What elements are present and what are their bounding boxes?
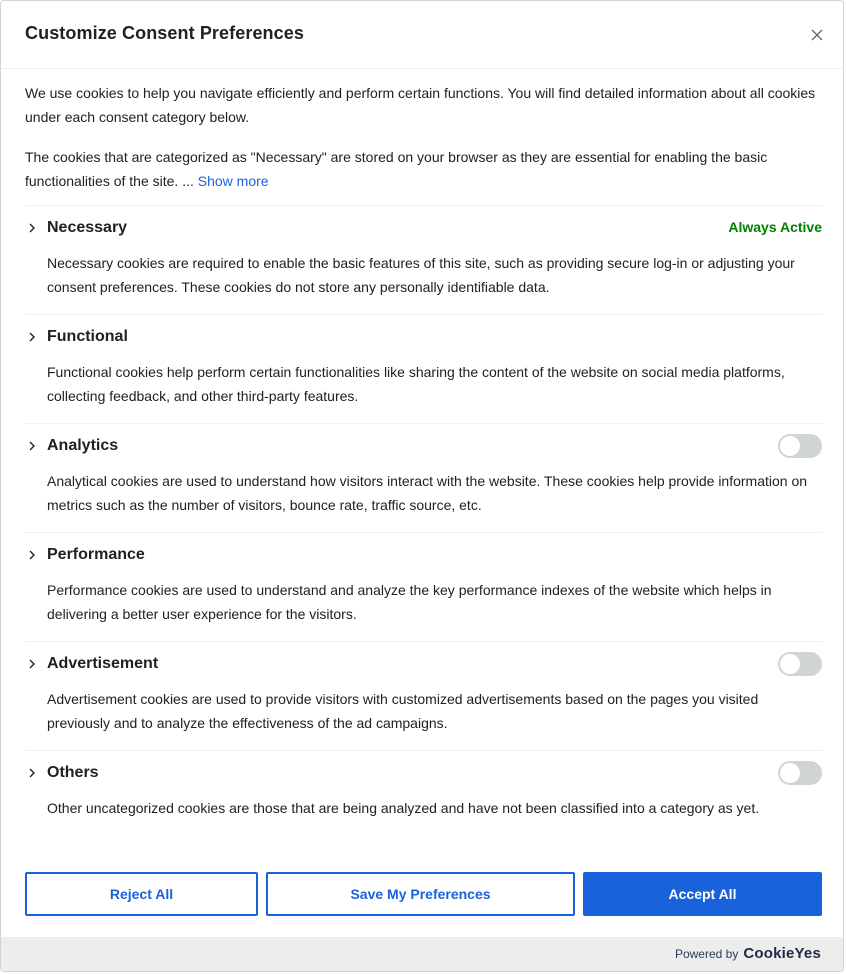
toggle-knob: [780, 654, 800, 674]
accept-all-button[interactable]: Accept All: [583, 872, 822, 916]
category-header[interactable]: [25, 652, 822, 676]
close-button[interactable]: [805, 23, 829, 47]
category-list: [25, 205, 822, 859]
chevron-right-icon[interactable]: [25, 221, 39, 235]
show-more-link[interactable]: Show more: [197, 173, 269, 189]
category-header[interactable]: [25, 325, 822, 349]
toggle-knob: [780, 763, 800, 783]
necessary-summary-text: The cookies that are categorized as "Necessary" are stored on your browser as they are essential for enabling the basic functionalities of the site. ...: [25, 149, 768, 189]
category-name[interactable]: Advertisement: [47, 655, 159, 672]
category-description: Advertisement cookies are used to provide visitors with customized advertisements based on the pages you visited previously and to analyze the effectiveness of the ad campaigns.: [47, 691, 759, 731]
category-others: [25, 750, 822, 859]
category-analytics: [25, 423, 822, 532]
category-advertisement: [25, 641, 822, 750]
category-name[interactable]: Analytics: [47, 437, 119, 454]
others-toggle[interactable]: [778, 761, 822, 785]
category-description: Necessary cookies are required to enable the basic features of this site, such as providing secure log-in or adjusting your consent preferences. These cookies do not store any personally identifiable data.: [47, 255, 795, 295]
category-description: Analytical cookies are used to understand how visitors interact with the website. These cookies help provide information on metrics such as the number of visitors, bounce rate, traffic source, etc.: [47, 473, 808, 513]
necessary-summary: [25, 145, 819, 193]
dialog-header: [1, 1, 843, 69]
category-necessary: [25, 205, 822, 314]
category-description: Other uncategorized cookies are those that are being analyzed and have not been classified into a category as yet.: [47, 800, 760, 816]
category-functional: [25, 314, 822, 423]
category-header[interactable]: [25, 216, 822, 240]
chevron-right-icon[interactable]: [25, 439, 39, 453]
category-description: Performance cookies are used to understand and analyze the key performance indexes of the website which helps in delivering a better user experience for the visitors.: [47, 582, 772, 622]
category-header[interactable]: [25, 761, 822, 785]
category-name[interactable]: Performance: [47, 546, 145, 563]
dialog-title: Customize Consent Preferences: [25, 23, 304, 43]
category-description: Functional cookies help perform certain functionalities like sharing the content of the website on social media platforms, collecting feedback, and other third-party features.: [47, 364, 785, 404]
save-preferences-button[interactable]: Save My Preferences: [266, 872, 575, 916]
chevron-right-icon[interactable]: [25, 766, 39, 780]
dialog-footer: [1, 937, 843, 971]
toggle-knob: [780, 436, 800, 456]
action-buttons: [25, 872, 822, 916]
chevron-right-icon[interactable]: [25, 657, 39, 671]
close-icon: [811, 29, 823, 41]
category-header[interactable]: [25, 543, 822, 567]
cookieyes-logo: CookieYes: [743, 945, 821, 962]
always-active-label: Always Active: [728, 219, 822, 235]
powered-by-label: Powered by: [674, 946, 739, 961]
reject-all-button[interactable]: Reject All: [25, 872, 258, 916]
intro-paragraph: We use cookies to help you navigate efficiently and perform certain functions. You will find detailed information about all cookies under each consent category below.: [25, 85, 816, 125]
dialog-body: [1, 69, 843, 859]
analytics-toggle[interactable]: [778, 434, 822, 458]
category-name[interactable]: Necessary: [47, 219, 128, 236]
category-name[interactable]: Others: [47, 764, 99, 781]
category-performance: [25, 532, 822, 641]
category-header[interactable]: [25, 434, 822, 458]
advertisement-toggle[interactable]: [778, 652, 822, 676]
chevron-right-icon[interactable]: [25, 330, 39, 344]
category-name[interactable]: Functional: [47, 328, 128, 345]
chevron-right-icon[interactable]: [25, 548, 39, 562]
powered-by[interactable]: [675, 945, 821, 962]
